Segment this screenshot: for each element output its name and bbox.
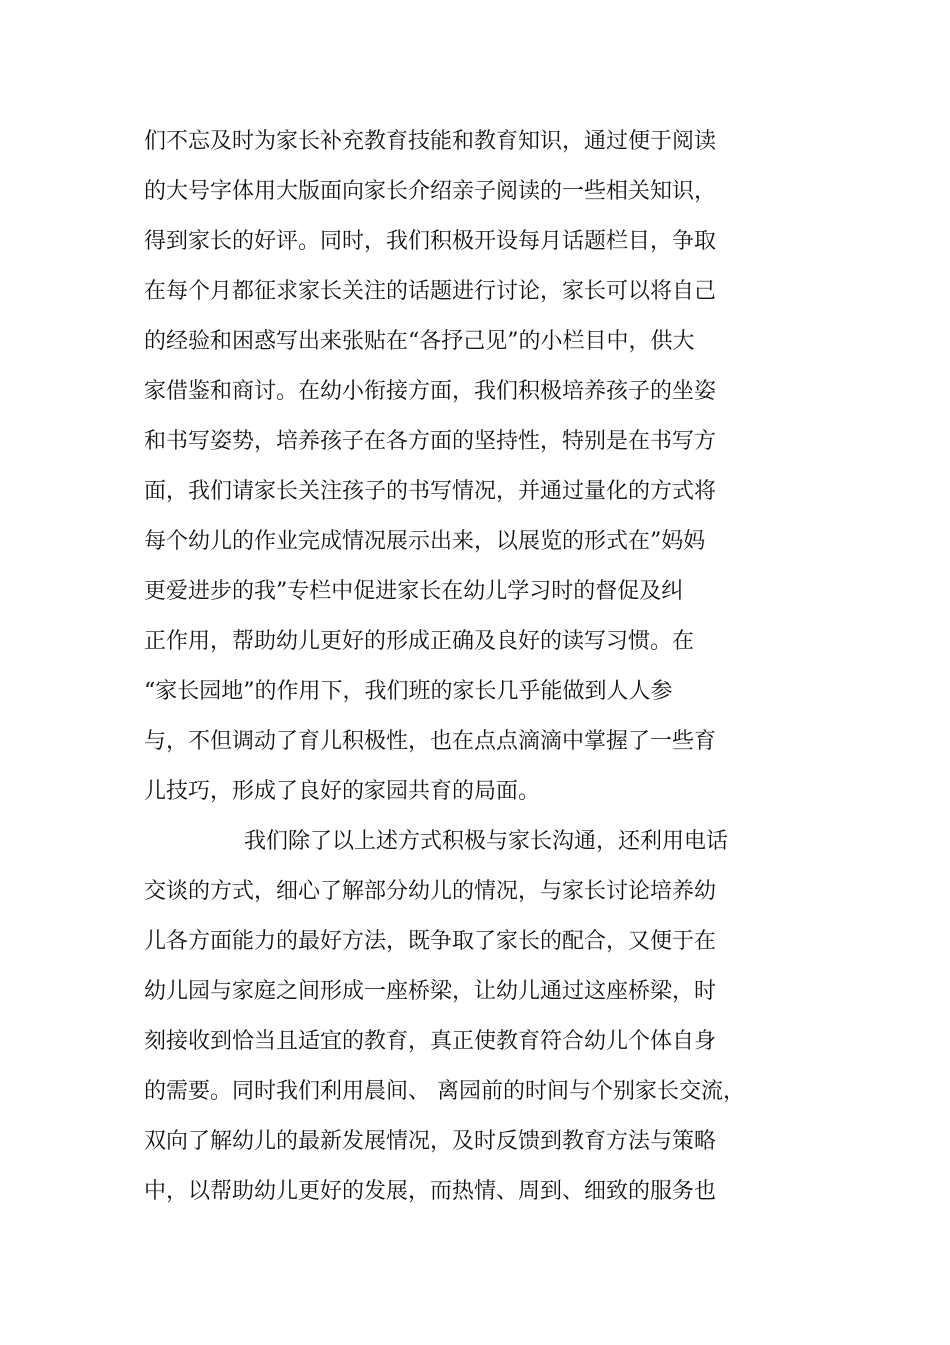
text-line: 正作用，帮助幼儿更好的形成正确及良好的读写习惯。在 — [144, 629, 695, 654]
text-line: 每个幼儿的作业完成情况展示出来，以展览的形式在”妈妈 — [144, 529, 706, 554]
text-line: 刻接收到恰当且适宜的教育，真正使教育符合幼儿个体自身 — [144, 1029, 717, 1054]
text-line: 儿各方面能力的最好方法，既争取了家长的配合，又便于在 — [144, 929, 717, 954]
text-line: 交谈的方式，细心了解部分幼儿的情况，与家长讨论培养幼 — [144, 879, 717, 904]
text-line: 儿技巧，形成了良好的家园共育的局面。 — [144, 779, 541, 804]
text-line: 和书写姿势，培养孩子在各方面的坚持性，特别是在书写方 — [144, 429, 717, 454]
text-line: 幼儿园与家庭之间形成一座桥梁，让幼儿通过这座桥梁，时 — [144, 979, 717, 1004]
text-line: 得到家长的好评。同时，我们积极开设每月话题栏目，争取 — [144, 229, 717, 254]
text-line: 们不忘及时为家长补充教育技能和教育知识，通过便于阅读 — [144, 129, 717, 154]
text-line: 的需要。同时我们利用晨间、 离园前的时间与个别家长交流， — [144, 1079, 745, 1104]
text-line: 的经验和困惑写出来张贴在“各抒己见”的小栏目中，供大 — [144, 329, 695, 354]
text-line: 的大号字体用大版面向家长介绍亲子阅读的一些相关知识， — [144, 179, 717, 204]
text-line: 面，我们请家长关注孩子的书写情况，并通过量化的方式将 — [144, 479, 717, 504]
text-line: 双向了解幼儿的最新发展情况，及时反馈到教育方法与策略 — [144, 1129, 717, 1154]
text-line: 家借鉴和商讨。在幼小衔接方面，我们积极培养孩子的坐姿 — [144, 379, 717, 404]
text-line: 更爱进步的我”专栏中促进家长在幼儿学习时的督促及纠 — [144, 579, 684, 604]
text-line: “家长园地”的作用下，我们班的家长几乎能做到人人参 — [144, 679, 673, 704]
paragraph-first-line: 我们除了以上述方式积极与家长沟通，还利用电话 — [244, 829, 729, 854]
text-line: 与，不但调动了育儿积极性，也在点点滴滴中掌握了一些育 — [144, 729, 717, 754]
text-line: 在每个月都征求家长关注的话题进行讨论，家长可以将自己 — [144, 279, 717, 304]
text-line: 中，以帮助幼儿更好的发展，而热情、周到、细致的服务也 — [144, 1179, 717, 1204]
